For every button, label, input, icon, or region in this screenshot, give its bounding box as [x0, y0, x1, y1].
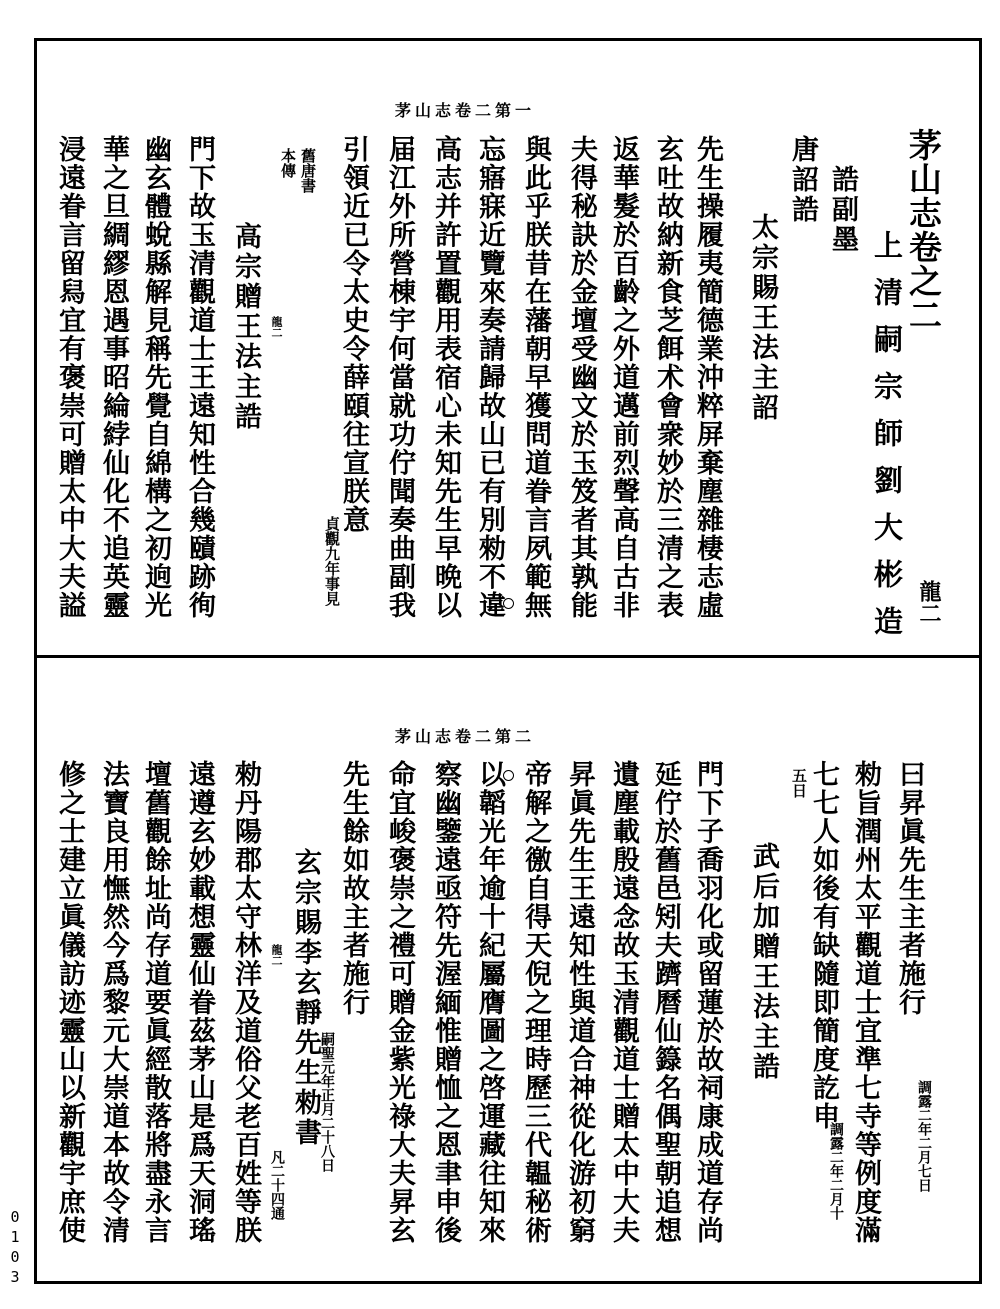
text-column: 命宜峻褒崇之禮可贈金紫光祿大夫昇玄: [384, 760, 415, 1245]
document-heading: 玄宗賜李玄靜先生勑書: [290, 848, 321, 1148]
text-column: 曰昇眞先生主者施行: [894, 760, 925, 1017]
page-number: 0103: [6, 1208, 24, 1288]
text-column: 先生操履夷簡德業沖粹屏棄塵雜棲志虛: [692, 135, 723, 620]
text-column: 延佇於舊邑矧夫躋曆仙籙名偶聖朝追想: [650, 760, 681, 1245]
bottom-header: 茅山志卷二第二: [395, 727, 536, 746]
text-column: 修之士建立眞儀訪迹靈山以新觀宇庶使: [54, 760, 85, 1245]
text-column: 勑旨潤州太平觀道士宜準七寺等例度滿: [850, 760, 881, 1245]
document-heading: 太宗賜王法主詔: [747, 213, 778, 423]
date-note: 嗣聖元年正月二十八日: [319, 1032, 335, 1172]
text-column: 遠遵玄妙載想靈仙眷茲茅山是爲天洞瑤: [184, 760, 215, 1245]
text-column: 門下子喬羽化或留蓮於故祠康成道存尚: [692, 760, 723, 1245]
inline-note: 凡二十四通: [269, 1150, 285, 1220]
text-column: 察幽鑒遠亟符先渥緬惟贈恤之恩聿申後: [430, 760, 461, 1245]
document-heading: 武后加贈王法主誥: [748, 842, 779, 1082]
text-column: 與此乎朕昔在藩朝早獲問道眷言夙範無: [520, 135, 551, 620]
date-note: 調露二年二月七日: [916, 1080, 932, 1192]
text-column: 高志并許置觀用表宿心未知先生早晩以: [430, 135, 461, 620]
circle-mark-icon: [503, 598, 514, 609]
inline-note: 貞觀九年事見: [323, 516, 341, 606]
date-note: 調露二年二月十: [828, 1122, 844, 1220]
citation-note: 舊唐書: [299, 148, 317, 193]
text-column: 夫得秘訣於金壇受幽文於玉笈者其孰能: [566, 135, 597, 620]
text-column: 幽玄體蛻縣解見稱先覺自綿構之初逈光: [140, 135, 171, 620]
marginal-note: 龍二: [270, 316, 283, 338]
circle-mark-icon: [493, 150, 504, 161]
text-column: 華之旦綢繆恩遇事昭綸綍仙化不追英靈: [98, 135, 129, 620]
text-column: 壇舊觀餘址尚存道要眞經散落將盡永言: [140, 760, 171, 1245]
page-divider: [34, 655, 982, 658]
text-column: 昇眞先生王遠知性與道合神從化游初窮: [564, 760, 595, 1245]
text-column: 浸遠眷言留舄宜有褒崇可贈太中大夫謚: [54, 135, 85, 620]
text-column: 法寶良用憮然今爲黎元大崇道本故令清: [98, 760, 129, 1245]
text-column: 門下故玉清觀道士王遠知性合幾賾跡徇: [184, 135, 215, 620]
text-column: 忘寤寐近覽來奏請歸故山已有別勑不違: [474, 135, 505, 620]
annotation-pair: [323, 516, 341, 606]
text-column: 帝解之徼自得天倪之理時歷三代韞秘術: [520, 760, 551, 1245]
section-heading: 誥副墨: [827, 165, 858, 255]
document-heading: 高宗贈王法主誥: [230, 222, 261, 432]
text-column: 先生餘如故主者施行: [338, 760, 369, 1017]
top-header: 茅山志卷二第一: [395, 101, 536, 120]
marginal-note: 龍二: [916, 580, 942, 624]
volume-title: 茅山志卷之二: [904, 128, 943, 332]
author-line: 上清嗣宗師劉大彬造: [870, 230, 904, 653]
citation-note: 本傳: [279, 148, 297, 178]
marginal-note: 龍二: [270, 944, 283, 966]
text-column: 以韜光年逾十紀屬膺圖之啓運藏往知來: [474, 760, 505, 1245]
text-column: 返華髮於百齡之外道邁前烈聲高自古非: [608, 135, 639, 620]
section-heading: 唐詔誥: [787, 135, 818, 225]
text-column: 遺塵載殷遠念故玉清觀道士贈太中大夫: [608, 760, 639, 1245]
text-column: 勑丹陽郡太守林洋及道俗父老百姓等朕: [230, 760, 261, 1245]
date-note: 五日: [790, 768, 808, 798]
text-column: 七七人如後有缺隨即簡度訖申: [808, 760, 839, 1131]
text-column: 引領近已令太史令薛頤往宣朕意: [338, 135, 369, 534]
text-column: 玄吐故納新食芝餌术會衆妙於三清之表: [652, 135, 683, 620]
circle-mark-icon: [503, 770, 514, 781]
text-column: 届江外所營棟宇何當就功佇聞奏曲副我: [384, 135, 415, 620]
